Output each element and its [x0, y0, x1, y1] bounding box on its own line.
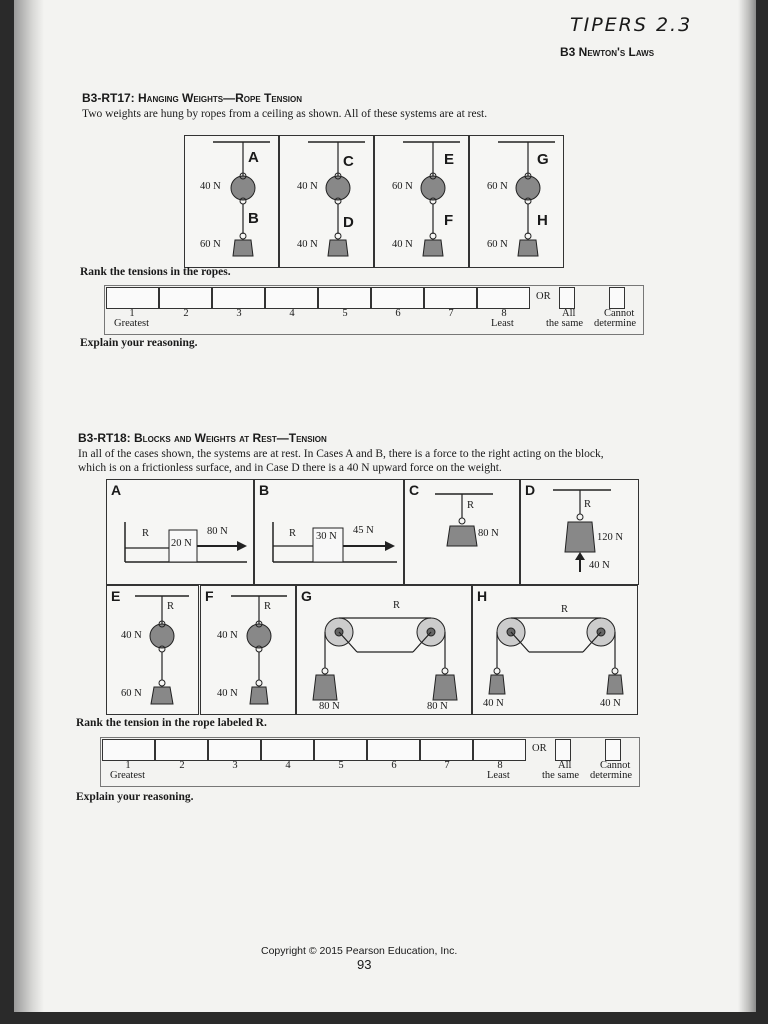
rank-number: 1	[125, 760, 131, 771]
problem2-explain: Explain your reasoning.	[76, 791, 194, 803]
rank-box-3[interactable]	[208, 739, 261, 761]
rank-number: 1	[129, 308, 135, 319]
cannot-label: Cannot	[604, 308, 635, 319]
hanging-weights-diagram	[280, 136, 373, 267]
least-label: Least	[491, 318, 514, 329]
rope-label-bottom: B	[248, 210, 259, 227]
problem1-description: Two weights are hung by ropes from a ceiling as shown. All of these systems are at rest.	[82, 108, 488, 120]
rank-number: 4	[285, 760, 291, 771]
all-same-checkbox[interactable]	[555, 739, 571, 761]
rank-number: 4	[289, 308, 295, 319]
rank-number: 7	[444, 760, 450, 771]
problem2-description-1: In all of the cases shown, the systems are at rest. In Cases A and B, there is a force to the right acting on the block,	[78, 448, 604, 460]
case-d-panel	[520, 479, 639, 585]
top-weight-label: 40 N	[297, 181, 318, 192]
rank-number: 8	[501, 308, 507, 319]
rank-number: 6	[391, 760, 397, 771]
case-label: A	[111, 482, 122, 498]
rank-box-8[interactable]	[473, 739, 526, 761]
rank-box-8[interactable]	[477, 287, 530, 309]
rank-number: 3	[232, 760, 238, 771]
rank-box-6[interactable]	[367, 739, 420, 761]
rank-box-1[interactable]	[102, 739, 155, 761]
problem2-rank-prompt: Rank the tension in the rope labeled R.	[76, 717, 267, 729]
book-spine-shadow	[14, 0, 44, 1012]
copyright: Copyright © 2015 Pearson Education, Inc.	[261, 945, 458, 957]
top-weight-label: 60 N	[487, 181, 508, 192]
ranking-row-2	[100, 737, 640, 787]
top-weight-label: 40 N	[200, 181, 221, 192]
panel-ab	[184, 135, 279, 268]
block-force-diagram	[107, 480, 253, 584]
section-header: B3 Newton's Laws	[560, 45, 655, 59]
case-label: E	[111, 588, 121, 604]
bottom-weight-label: 40 N	[392, 239, 413, 250]
rank-number: 6	[395, 308, 401, 319]
top-weight-label: 40 N	[121, 630, 142, 641]
rope-r-label: R	[584, 499, 592, 510]
rope-label-top: C	[343, 153, 354, 170]
problem2-description-2: which is on a frictionless surface, and in Case D there is a 40 N upward force on the weight.	[78, 462, 502, 474]
pulley-diagram	[473, 586, 637, 714]
case-c-panel	[404, 479, 520, 585]
applied-force: 80 N	[207, 526, 228, 537]
hanging-weights-diagram	[470, 136, 563, 267]
case-label: G	[301, 588, 312, 604]
left-weight-label: 80 N	[319, 701, 340, 712]
up-force-label: 40 N	[589, 560, 610, 571]
case-label: H	[477, 588, 488, 604]
bottom-weight-label: 60 N	[487, 239, 508, 250]
rank-box-2[interactable]	[155, 739, 208, 761]
cannot-label-2: determine	[594, 318, 636, 329]
cannot-determine-checkbox[interactable]	[605, 739, 621, 761]
rank-number: 8	[497, 760, 503, 771]
right-weight-label: 40 N	[600, 698, 621, 709]
rank-number: 7	[448, 308, 454, 319]
right-weight-label: 80 N	[427, 701, 448, 712]
rope-label-top: A	[248, 149, 259, 166]
bottom-weight-label: 60 N	[200, 239, 221, 250]
rank-box-6[interactable]	[371, 287, 424, 309]
weight-label: 80 N	[478, 528, 499, 539]
cannot-label-2: determine	[590, 770, 632, 781]
rank-box-3[interactable]	[212, 287, 265, 309]
greatest-label: Greatest	[114, 318, 149, 329]
rope-label-top: G	[537, 151, 549, 168]
page-edge-shadow	[738, 0, 756, 1012]
case-h-panel	[472, 585, 638, 715]
pulley-diagram	[297, 586, 471, 714]
rank-box-4[interactable]	[265, 287, 318, 309]
left-weight-label: 40 N	[483, 698, 504, 709]
top-weight-label: 60 N	[392, 181, 413, 192]
bottom-weight-label: 40 N	[217, 688, 238, 699]
case-e-panel	[106, 585, 199, 715]
rope-r-label: R	[467, 500, 475, 511]
greatest-label: Greatest	[110, 770, 145, 781]
rank-number: 3	[236, 308, 242, 319]
all-same-label: All	[558, 760, 572, 771]
rank-number: 5	[338, 760, 344, 771]
rank-box-5[interactable]	[318, 287, 371, 309]
hanging-weights-diagram	[201, 586, 295, 714]
case-a-panel	[106, 479, 254, 585]
problem1-rank-prompt: Rank the tensions in the ropes.	[80, 266, 231, 278]
rank-box-2[interactable]	[159, 287, 212, 309]
cannot-label: Cannot	[600, 760, 631, 771]
rope-r-label: R	[264, 601, 272, 612]
rope-r-label: R	[393, 600, 401, 611]
case-label: D	[525, 482, 536, 498]
case-g-panel	[296, 585, 472, 715]
rope-r-label: R	[142, 528, 150, 539]
rank-box-4[interactable]	[261, 739, 314, 761]
problem2-title: B3-RT18: Blocks and Weights at Rest—Tension	[78, 431, 327, 445]
top-weight-label: 40 N	[217, 630, 238, 641]
case-label: B	[259, 482, 270, 498]
bottom-weight-label: 40 N	[297, 239, 318, 250]
case-label: F	[205, 588, 214, 604]
rope-r-label: R	[561, 604, 569, 615]
rope-label-top: E	[444, 151, 455, 168]
rank-number: 5	[342, 308, 348, 319]
block-weight: 30 N	[316, 531, 337, 542]
least-label: Least	[487, 770, 510, 781]
panel-gh	[469, 135, 564, 268]
page-number: 93	[357, 957, 372, 972]
cannot-determine-checkbox[interactable]	[609, 287, 625, 309]
hanging-weights-diagram	[185, 136, 278, 267]
case-b-panel	[254, 479, 404, 585]
problem1-explain: Explain your reasoning.	[80, 337, 198, 349]
rank-number: 2	[183, 308, 189, 319]
all-same-label-2: the same	[542, 770, 580, 781]
case-f-panel	[200, 585, 296, 715]
or-label: OR	[532, 743, 547, 754]
case-label: C	[409, 482, 420, 498]
or-label: OR	[536, 291, 551, 302]
rank-box-5[interactable]	[314, 739, 367, 761]
block-weight: 20 N	[171, 538, 192, 549]
rank-number: 2	[179, 760, 185, 771]
bottom-weight-label: 60 N	[121, 688, 142, 699]
rope-r-label: R	[289, 528, 297, 539]
worksheet-page	[14, 0, 756, 1012]
rope-label-bottom: H	[537, 212, 548, 229]
hanging-weights-diagram	[375, 136, 468, 267]
rank-box-7[interactable]	[424, 287, 477, 309]
rope-label-bottom: D	[343, 214, 354, 231]
handwritten-note: TIPERS 2.3	[570, 14, 693, 36]
panel-cd	[279, 135, 374, 268]
all-same-label-2: the same	[546, 318, 584, 329]
problem1-title: B3-RT17: Hanging Weights—Rope Tension	[82, 91, 303, 105]
hanging-weight-diagram	[405, 480, 519, 584]
rope-r-label: R	[167, 601, 175, 612]
rank-box-7[interactable]	[420, 739, 473, 761]
all-same-label: All	[562, 308, 576, 319]
ranking-row-1	[104, 285, 644, 335]
all-same-checkbox[interactable]	[559, 287, 575, 309]
applied-force: 45 N	[353, 525, 374, 536]
rope-label-bottom: F	[444, 212, 454, 229]
panel-ef	[374, 135, 469, 268]
rank-box-1[interactable]	[106, 287, 159, 309]
weight-label: 120 N	[597, 532, 623, 543]
